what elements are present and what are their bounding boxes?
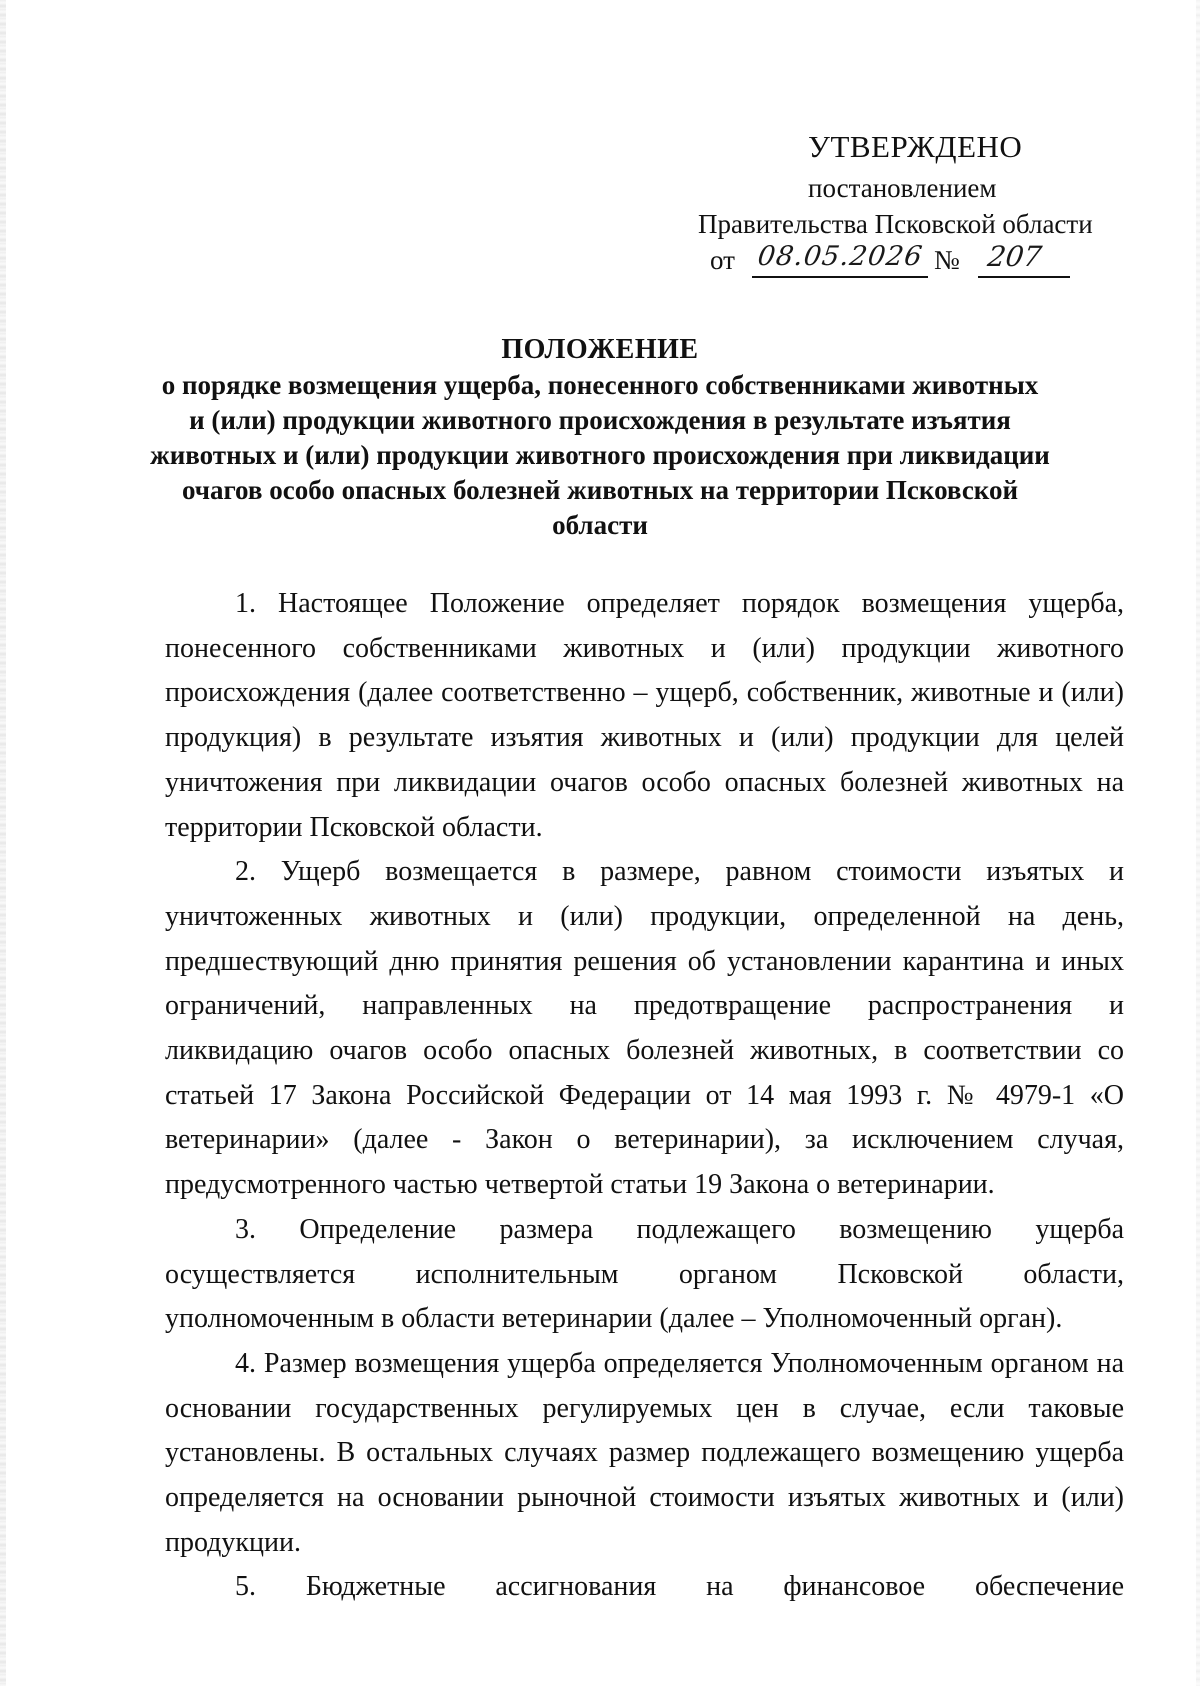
- paragraph-1: 1. Настоящее Положение определяет порядок возмещения ущерба, понесенного собственниками животных и (или) продукции животного происхождения (далее соответственно – ущерб, собственник, животные и (или) продукция) в результате изъятия животных и (или) продукции для целей уничтожения при ликвидации очагов особо опасных болезней животных на территории Псковской области.: [165, 588, 1124, 843]
- scan-edge-left: [0, 0, 6, 1686]
- handwritten-date: 08.05.2026: [755, 241, 925, 272]
- paragraph-3: 3. Определение размера подлежащего возмещению ущерба осуществляется исполнительным органом Псковской области, уполномоченным в области ветеринарии (далее – Уполномоченный орган).: [165, 1213, 1124, 1335]
- paragraph-5: 5. Бюджетные ассигнования на финансовое обеспечение: [235, 1571, 1124, 1603]
- document-title: ПОЛОЖЕНИЕ: [501, 334, 699, 365]
- subtitle-line: и (или) продукции животного происхождения в результате изъятия: [189, 405, 1011, 435]
- paragraph-2: 2. Ущерб возмещается в размере, равном стоимости изъятых и уничтоженных животных и (или) продукции, определенной на день, предшествующий дню принятия решения об установлении карантина и иных ограничений, направленных на предотвращение распространения и ликвидацию очагов особо опасных болезней животных, в соответствии со статьей 17 Закона Российской Федерации от 14 мая 1993 г. № 4979-1 «О ветеринарии» (далее - Закон о ветеринарии), за исключением случая, предусмотренного частью четвертой статьи 19 Закона о ветеринарии.: [165, 856, 1124, 1201]
- approval-line-government: Правительства Псковской области: [698, 209, 1093, 239]
- subtitle-line: области: [552, 510, 648, 540]
- document-body: [165, 582, 1124, 1610]
- subtitle-line: животных и (или) продукции животного происхождения при ликвидации: [150, 440, 1050, 470]
- approval-heading: УТВЕРЖДЕНО: [808, 129, 1023, 164]
- number-sign: №: [934, 245, 960, 275]
- document-title-block: [140, 332, 1060, 543]
- paragraph-4: 4. Размер возмещения ущерба определяется Уполномоченным органом на основании государственных регулируемых цен в случае, если таковые установлены. В остальных случаях размер подлежащего возмещению ущерба определяется на основании рыночной стоимости изъятых животных и (или) продукции.: [165, 1347, 1124, 1558]
- subtitle-line: о порядке возмещения ущерба, понесенного собственниками животных: [161, 370, 1039, 400]
- subtitle-line: очагов особо опасных болезней животных на территории Псковской: [181, 475, 1019, 505]
- number-field: [978, 242, 1070, 278]
- date-field: [752, 242, 928, 278]
- date-prefix: от: [710, 245, 735, 275]
- scan-edge-right: [1196, 0, 1200, 1686]
- handwritten-number: 207: [985, 240, 1044, 273]
- approval-line-decree: постановлением: [808, 173, 997, 203]
